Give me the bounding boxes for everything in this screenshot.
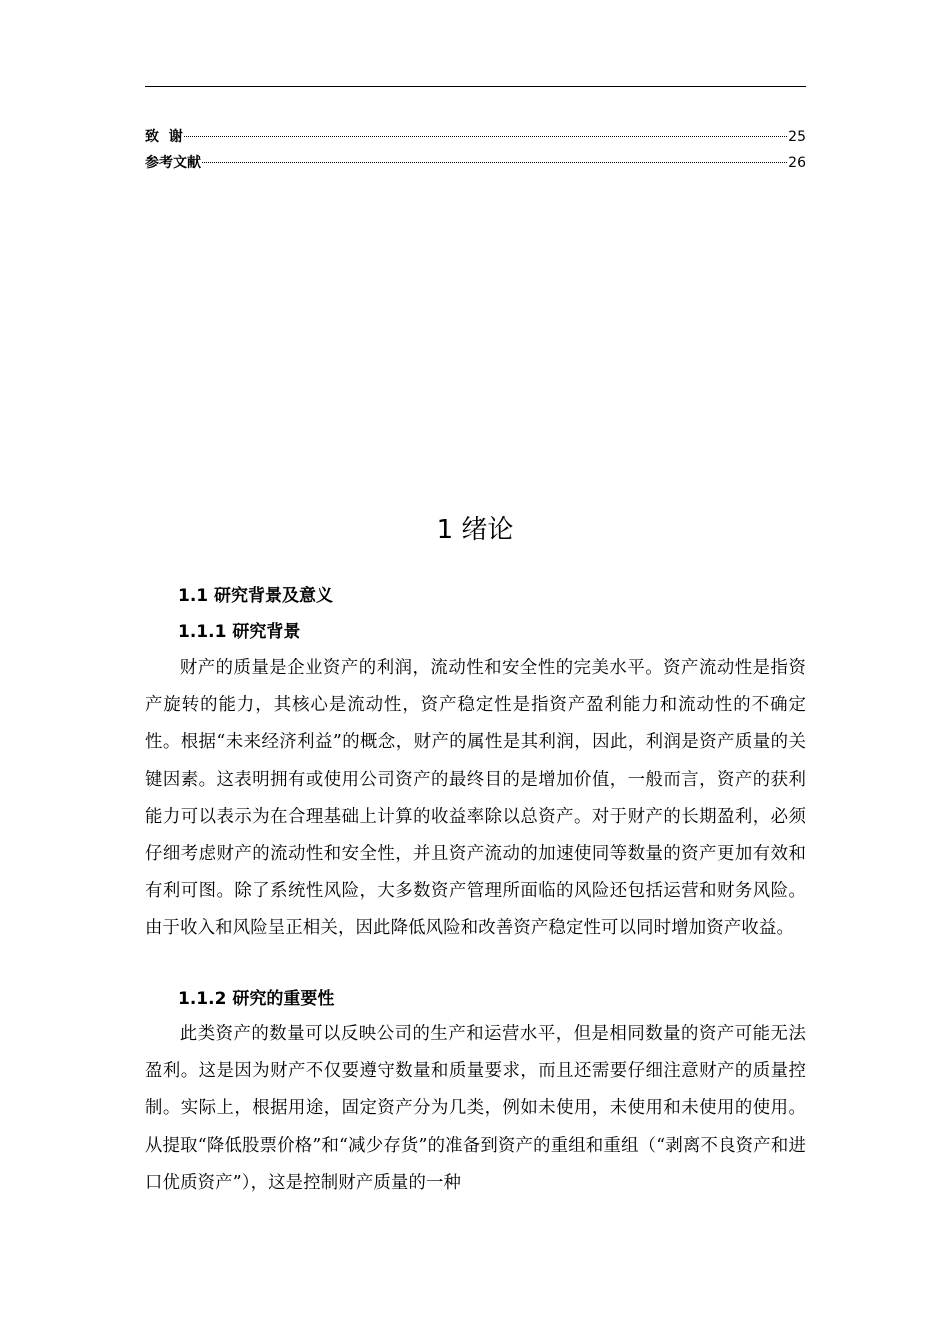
section-heading: 1.1 研究背景及意义 (178, 586, 334, 606)
chapter-title: 1 绪论 (436, 515, 514, 545)
toc-leader-dots (184, 136, 787, 137)
subsection-heading: 1.1.2 研究的重要性 (178, 989, 335, 1009)
body-paragraph: 财产的质量是企业资产的利润，流动性和安全性的完美水平。资产流动性是指资产旋转的能力，其核心是流动性，资产稳定性是指资产盈利能力和流动性的不确定性。根据“未来经济利益”的概念，财产的属性是其利润，因此，利润是资产质量的关键因素。这表明拥有或使用公司资产的最终目的是增加价值，一般而言，资产的获利能力可以表示为在合理基础上计算的收益率除以总资产。对于财产的长期盈利，必须仔细考虑财产的流动性和安全性，并且资产流动的加速使同等数量的资产更加有效和有利可图。除了系统性风险，大多数资产管理所面临的风险还包括运营和财务风险。由于收入和风险呈正相关，因此降低风险和改善资产稳定性可以同时增加资产收益。 (145, 658, 806, 939)
toc-entry-page: 25 (788, 129, 806, 145)
toc-entry-label: 参考文献 (145, 155, 201, 171)
table-of-contents (145, 124, 806, 176)
toc-entry-acknowledgements[interactable] (145, 124, 806, 150)
subsection-heading: 1.1.1 研究背景 (178, 622, 301, 642)
toc-leader-dots (202, 162, 787, 163)
toc-entry-page: 26 (788, 155, 806, 171)
header-rule (145, 86, 806, 87)
toc-entry-label: 致 谢 (145, 129, 183, 145)
body-paragraph: 此类资产的数量可以反映公司的生产和运营水平，但是相同数量的资产可能无法盈利。这是因为财产不仅要遵守数量和质量要求，而且还需要仔细注意财产的质量控制。实际上，根据用途，固定资产分为几类，例如未使用，未使用和未使用的使用。从提取“降低股票价格”和“减少存货”的准备到资产的重组和重组（“剥离不良资产和进口优质资产”），这是控制财产质量的一种 (145, 1024, 806, 1193)
toc-entry-references[interactable] (145, 150, 806, 176)
